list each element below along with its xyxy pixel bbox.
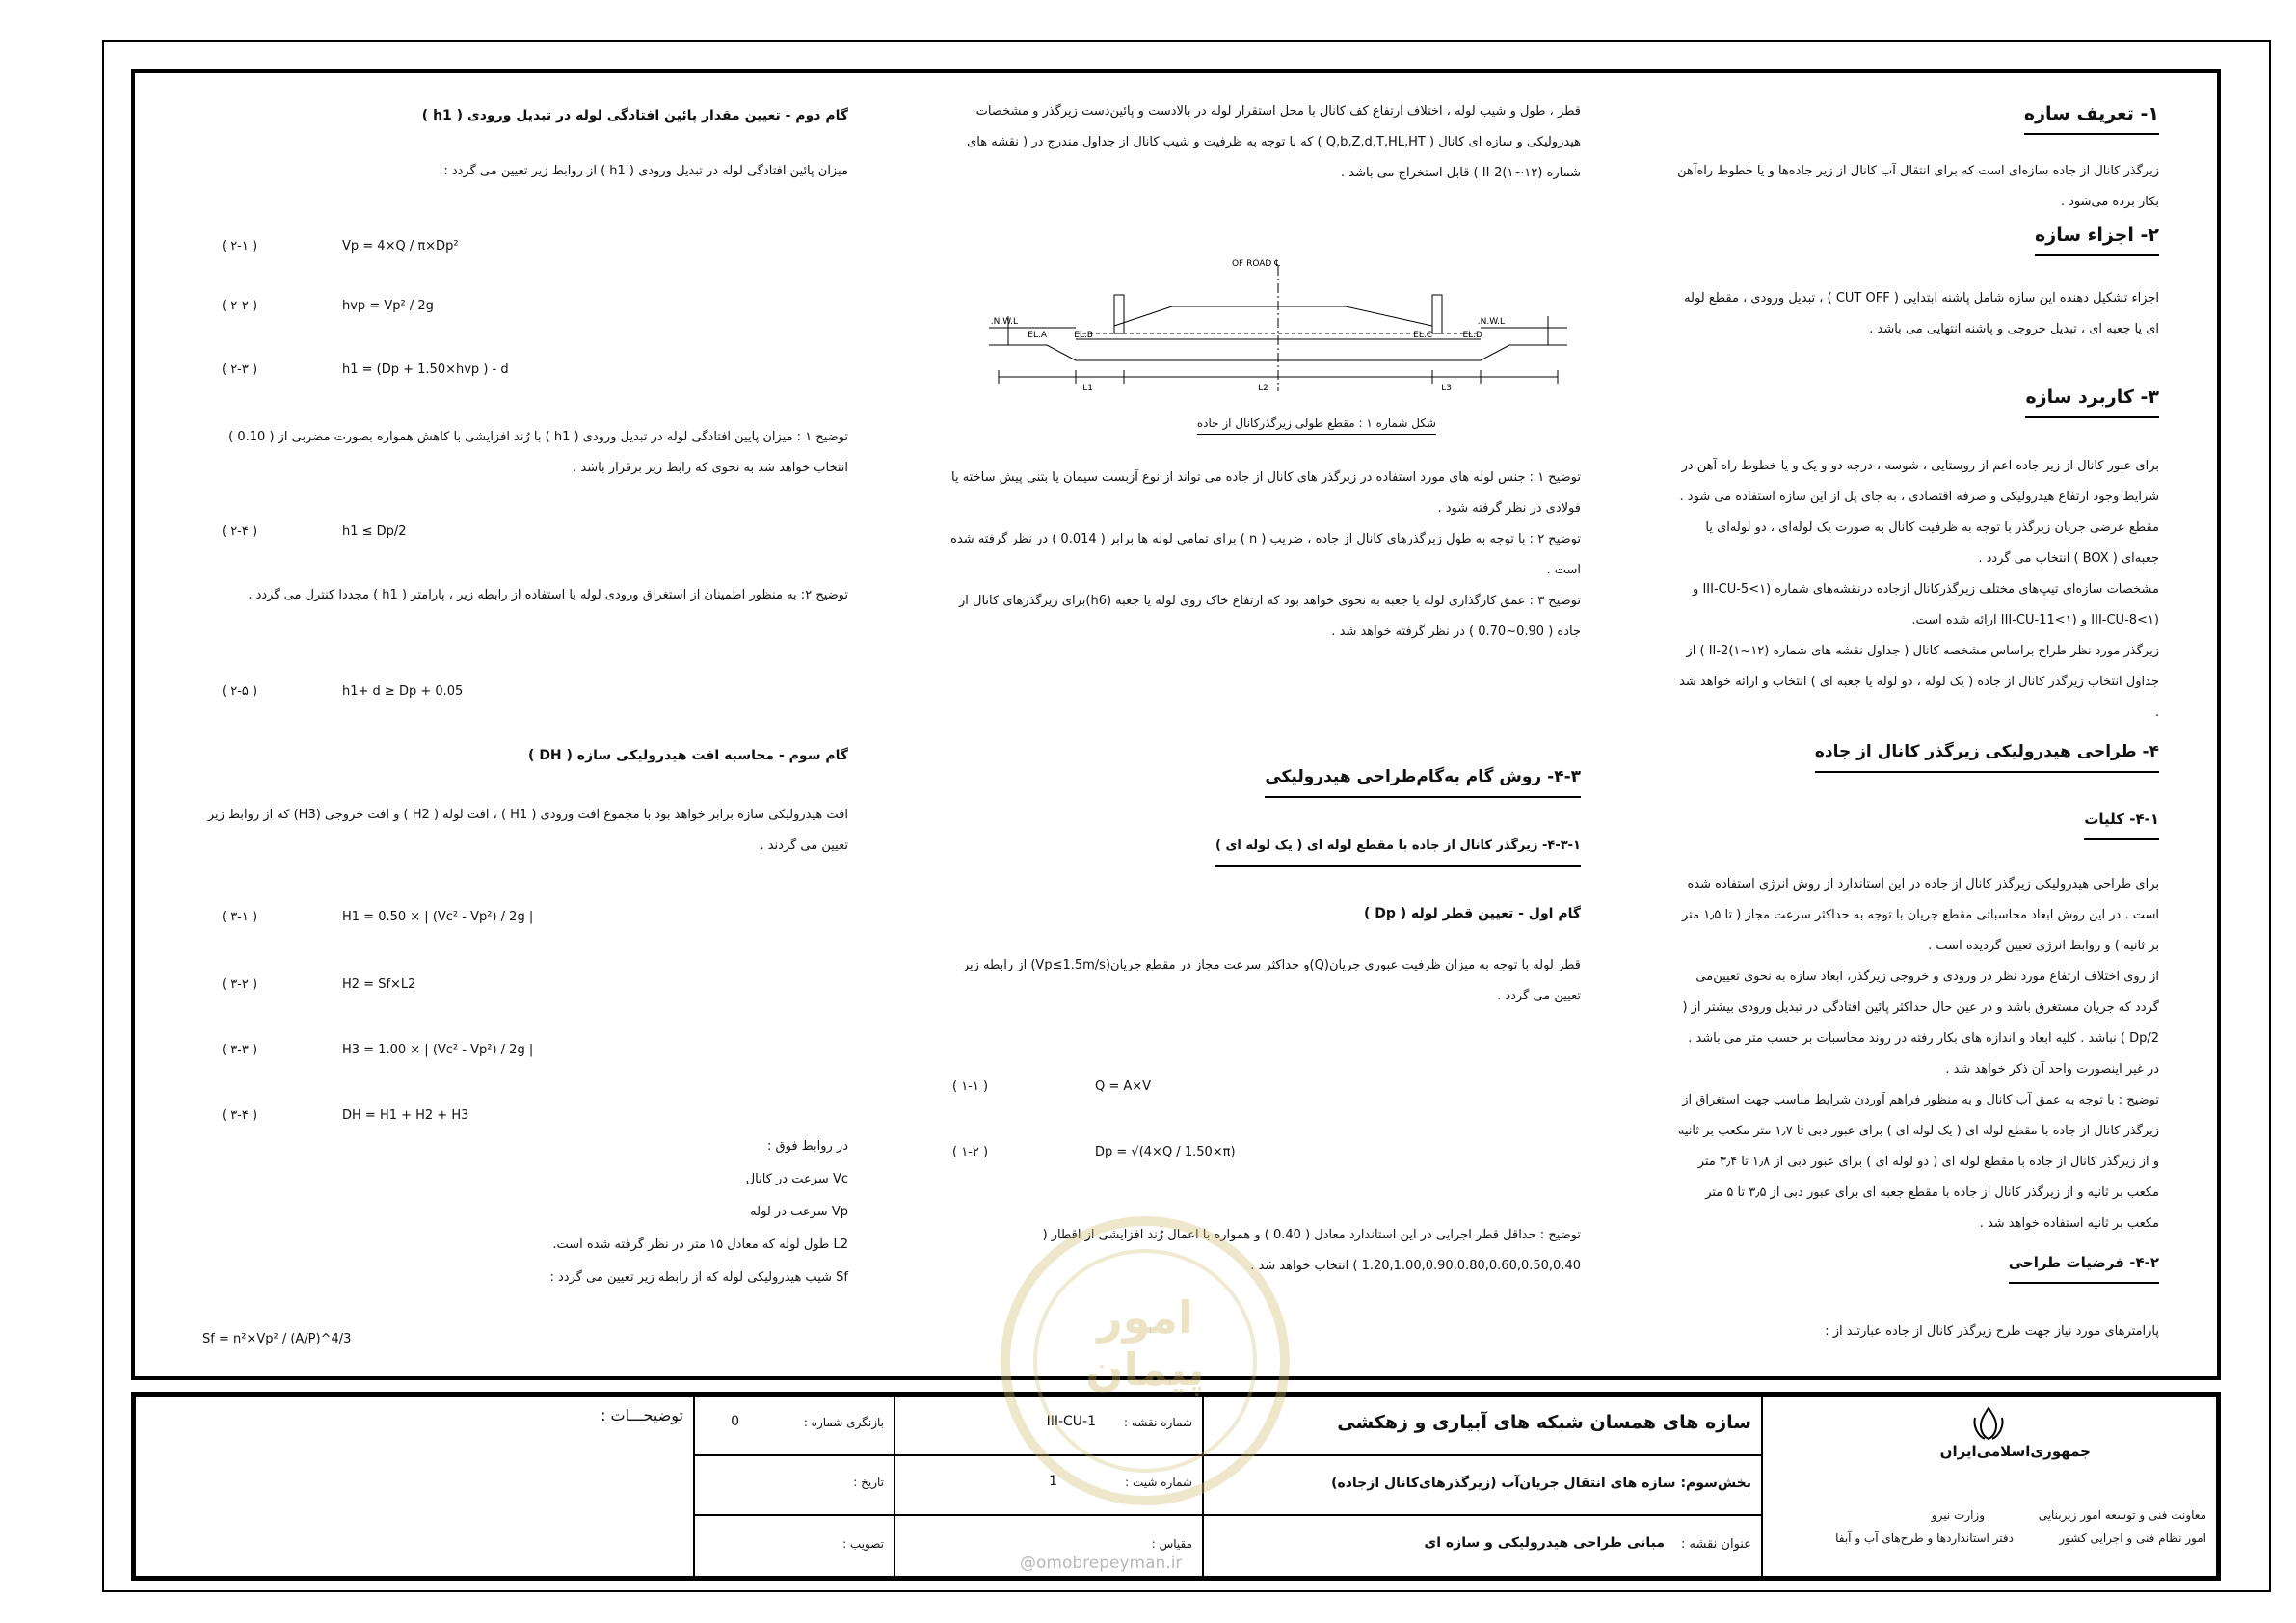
- date-cell: [694, 1455, 894, 1515]
- equation-2-1: Vp = 4×Q / π×Dp²: [342, 239, 459, 253]
- definition-vp: Vp سرعت در لوله: [750, 1205, 848, 1219]
- part-cell: [1203, 1455, 1762, 1515]
- date-label: تاریخ :: [853, 1476, 884, 1489]
- equation-3-1: H1 = 0.50 × | (Vc² - Vp²) / 2g |: [342, 910, 534, 924]
- emblem-icon: [1967, 1404, 2010, 1443]
- svg-text:N.W.L.: N.W.L.: [990, 317, 1018, 327]
- authority-box: [1762, 1396, 2217, 1577]
- approval-label: تصویب :: [842, 1537, 884, 1551]
- equation-2-2: hvp = Vp² / 2g: [342, 299, 434, 313]
- equation-3-2-number: ( ۳-۲ ): [222, 977, 258, 992]
- minimum-diameter-note: توضیح : حداقل قطر اجرایی در این استاندارد معادل ( 0.40 ) و همواره با اعمال رُند افزایشی از اقطار ( 1.20,1.00,0.90,0.80,0.60,0.50,0.40 ) انتخاب خواهد شد .: [1042, 1228, 1581, 1273]
- sheet-number-label: شماره شیت :: [1125, 1476, 1192, 1489]
- drawing-number-label: شماره نقشه :: [1124, 1416, 1192, 1429]
- intro-text: قطر ، طول و شیب لوله ، اختلاف ارتفاع کف کانال با محل استقرار لوله در بالادست و پائین‌دست زیرگذر و مشخصات هیدرولیکی و سازه ای کانال ( Q,b,Z,d,T,HL,HT ) که با توجه به ظرفیت و شیب کانال از جداول مندرج در ( نقشه های شماره (۱۲~۱)II-2 ) قابل استخراج می باشد .: [967, 104, 1581, 180]
- step-2-text: میزان پائین افتادگی لوله در تبدیل ورودی ( h1 ) از روابط زیر تعیین می گردد :: [443, 164, 848, 178]
- ministry: وزارت نیرو: [1931, 1508, 1985, 1522]
- definition-vc: Vc سرعت در کانال: [745, 1172, 848, 1186]
- equation-1-2: Dp = √(4×Q / 1.50×π): [1095, 1145, 1236, 1159]
- svg-text:EL.B: EL.B: [1074, 331, 1093, 340]
- main-title-cell: [1203, 1396, 1762, 1455]
- svg-text:L1: L1: [1082, 384, 1093, 393]
- equation-3-4-number: ( ۳-۴ ): [222, 1108, 258, 1123]
- svg-text:N.W.L.: N.W.L.: [1477, 317, 1505, 327]
- note-2: توضیح ۲ : با توجه به طول زیرگذرهای کانال از جاده ، ضریب ( n ) برای تمامی لوله ها برابر ( 0.014 ) در نظر گرفته شده است .: [950, 532, 1581, 577]
- sheet-title-cell: [1203, 1515, 1762, 1577]
- equation-3-3-number: ( ۳-۳ ): [222, 1043, 258, 1057]
- content-frame: [131, 69, 2221, 1380]
- office: دفتر استانداردها و طرح‌های آب و آبفا: [1835, 1531, 2014, 1545]
- step-2-title: گام دوم - تعیین مقدار پائین افتادگی لوله در تبدیل ورودی ( h1 ): [421, 108, 848, 123]
- svg-text:℄ OF ROAD: ℄ OF ROAD: [1231, 259, 1280, 269]
- step-3-title: گام سوم - محاسبه افت هیدرولیکی سازه ( DH ): [528, 748, 848, 763]
- scale-label: مقیاس :: [1151, 1537, 1192, 1551]
- notes-cell: [135, 1396, 694, 1577]
- section-4-3-title: ۴-۳- روش گام به‌گام‌طراحی هیدرولیکی: [1265, 761, 1581, 798]
- section-2-title: ۲- اجزاء سازه: [2035, 220, 2159, 256]
- definition-l2: L2 طول لوله که معادل ۱۵ متر در نظر گرفته شده است.: [552, 1237, 848, 1252]
- step-3-text: افت هیدرولیکی سازه برابر خواهد بود با مجموع افت ورودی ( H1 ) ، افت لوله ( H2 ) و افت خروجی (H3) که از روابط زیر تعیین می گردند .: [207, 808, 848, 853]
- section-4-3-1-title: ۴-۳-۱- زیرگذر کانال از جاده با مقطع لوله ای ( یک لوله ای ): [1215, 831, 1581, 867]
- section-4-1-title: ۴-۱- کلیات: [2084, 804, 2159, 840]
- equation-3-1-number: ( ۳-۱ ): [222, 910, 258, 924]
- section-3-text-2: مشخصات سازه‌ای تیپ‌های مختلف زیرگذرکانال ازجاده درنقشه‌های شماره (۱>III-CU-5 و (۱>III-CU-8 و (۱>III-CU-11 ارائه شده است.: [1693, 582, 2159, 627]
- equation-sf: Sf = n²×Vp² / (A/P)^4/3: [202, 1332, 352, 1346]
- equation-2-3-number: ( ۲-۳ ): [222, 362, 258, 377]
- equation-2-5-number: ( ۲-۵ ): [222, 684, 258, 699]
- section-4-2-title: ۴-۲- فرضیات طراحی: [2009, 1247, 2159, 1284]
- section-3-title: ۳- کاربرد سازه: [2025, 382, 2159, 418]
- svg-text:L3: L3: [1441, 384, 1452, 393]
- equation-2-4-number: ( ۲-۴ ): [222, 524, 258, 539]
- section-4-1-text-2: از روی اختلاف ارتفاع مورد نظر در ورودی و خروجی زیرگذر، ابعاد سازه به نحوی تعیین‌می گردد که جریان مستغرق باشد و در عین حال حداکثر پائین افتادگی در تبدیل ورودی بیشتر از ( Dp/2 ) نباشد . کلیه ابعاد و اندازه های بکار رفته در روند محاسبات بر حسب متر می باشد . در غیر اینصورت واحد آن ذکر خواهد شد .: [1682, 970, 2159, 1077]
- definition-sf: Sf شیب هیدرولیکی لوله که از رابطه زیر تعیین می گردد :: [549, 1270, 848, 1285]
- longitudinal-section-figure: [979, 256, 1577, 411]
- section-4-1-text-1: برای طراحی هیدرولیکی زیرگذر کانال از جاده در این استاندارد از روش انرژی استفاده شده است . در این روش ابعاد محاسباتی مقطع جریان با توجه به حداکثر سرعت مجاز ( تا ۱٫۵ متر بر ثانیه ) و روابط انرژی تعیین گردیده است .: [1681, 877, 2159, 953]
- part-title: بخش‌سوم: سازه های انتقال جریان‌آب (زیرگذرهای‌کانال ازجاده): [1331, 1476, 1751, 1491]
- equation-2-3: h1 = (Dp + 1.50×hvp ) - d: [342, 362, 509, 377]
- country-name: جمهوری‌اسلامی‌ایران: [1939, 1443, 2091, 1460]
- equation-3-2: H2 = Sf×L2: [342, 977, 416, 992]
- publisher-stamp-text: امور پیمان: [1085, 1291, 1205, 1396]
- equation-3-4: DH = H1 + H2 + H3: [342, 1108, 469, 1123]
- equation-1-2-number: ( ۱-۲ ): [952, 1145, 989, 1159]
- equation-2-2-number: ( ۲-۲ ): [222, 299, 258, 313]
- equation-1-1-number: ( ۱-۱ ): [952, 1079, 989, 1094]
- step-1-text: قطر لوله با توجه به میزان ظرفیت عبوری جریان(Q)و حداکثر سرعت مجاز در مقطع جریان(Vp≤1.5m/s) از رابطه زیر تعیین می گردد .: [962, 958, 1581, 1003]
- equation-2-1-number: ( ۲-۱ ): [222, 239, 258, 253]
- note-a: توضیح ۱ : میزان پایین افتادگی لوله در تبدیل ورودی ( h1 ) با رُند افزایشی با کاهش همواره بصورت مضربی از ( 0.10 ) انتخاب خواهد شد به نحوی که رابط زیر برقرار باشد .: [228, 430, 848, 475]
- svg-text:EL.D: EL.D: [1462, 331, 1482, 340]
- sheet-number: 1: [1049, 1474, 1057, 1489]
- svg-text:EL.A: EL.A: [1028, 331, 1047, 340]
- revision-cell: [694, 1396, 894, 1455]
- section-1-text: زیرگذر کانال از جاده سازه‌ای است که برای انتقال آب کانال از زیر جاده‌ها و یا خطوط راه‌آهن بکار برده می‌شود .: [1677, 164, 2159, 209]
- section-4-title: ۴- طراحی هیدرولیکی زیرگذر کانال از جاده: [1815, 736, 2159, 773]
- equation-3-3: H3 = 1.00 × | (Vc² - Vp²) / 2g |: [342, 1043, 534, 1057]
- main-title: سازه های همسان شبکه های آبیاری و زهکشی: [1337, 1412, 1751, 1433]
- equation-2-5: h1+ d ≥ Dp + 0.05: [342, 684, 464, 699]
- org-line-2: امور نظام فنی و اجرایی کشور: [2059, 1531, 2206, 1545]
- figure-caption: شکل شماره ۱ : مقطع طولی زیرگذرکانال از جاده: [1197, 412, 1436, 435]
- section-3-text-3: زیرگذر مورد نظر طراح براساس مشخصه کانال ( جداول نقشه های شماره (۱۲~۱)II-2 ) از جداول انتخاب زیرگذر کانال از جاده ( یک لوله ، دو لوله یا جعبه ای ) انتخاب و ارائه خواهد شد .: [1679, 644, 2159, 720]
- step-1-title: گام اول - تعیین قطر لوله ( Dp ): [1363, 906, 1581, 921]
- org-line-1: معاونت فنی و توسعه امور زیربنایی: [2038, 1508, 2206, 1522]
- sheet-title: مبانی طراحی هیدرولیکی و سازه ای: [1424, 1535, 1665, 1551]
- section-3-text-1: برای عبور کانال از زیر جاده اعم از روستایی ، شوسه ، درجه دو و یک و یا خطوط راه آهن در شرایط وجود ارتفاع هیدرولیکی و صرفه اقتصادی ، به جای پل از این سازه استفاده می شود . مقطع عرضی جریان زیرگذر با توجه به ظرفیت کانال به صورت یک لوله‌ای ، دو لوله‌ای یا جعبه‌ای ( BOX ) انتخاب می گردد .: [1679, 459, 2159, 566]
- note-1: توضیح ۱ : جنس لوله های مورد استفاده در زیرگذر های کانال از جاده می تواند از نوع آزبست سیمان یا بتنی پیش ساخته یا فولادی در نظر گرفته شود .: [951, 470, 1581, 516]
- svg-text:L2: L2: [1258, 384, 1268, 393]
- revision-number: 0: [731, 1414, 739, 1429]
- definitions-title: در روابط فوق :: [767, 1139, 848, 1154]
- revision-label: بازنگری شماره :: [803, 1416, 884, 1429]
- approval-cell: [694, 1515, 894, 1577]
- section-4-2-text: پارامترهای مورد نیاز جهت طرح زیرگذر کانال از جاده عبارتند از :: [1825, 1324, 2159, 1339]
- section-1-title: ۱- تعریف سازه: [2024, 98, 2159, 135]
- equation-2-4: h1 ≤ Dp/2: [342, 524, 407, 539]
- section-2-text: اجزاء تشکیل دهنده این سازه شامل پاشنه ابتدایی ( CUT OFF ) ، تبدیل ورودی ، مقطع لوله ای یا جعبه ای ، تبدیل خروجی و پاشنه انتهایی می باشد .: [1684, 291, 2159, 336]
- svg-text:EL.C: EL.C: [1413, 331, 1432, 340]
- note-3: توضیح ۳ : عمق کارگذاری لوله یا جعبه به نحوی خواهد بود که ارتفاع خاک روی لوله یا جعبه (h6)برای زیرگذرهای کانال از جاده ( 0.90~0.70 ) در نظر گرفته خواهد شد .: [958, 594, 1581, 639]
- section-4-1-text-3: توضیح : با توجه به عمق آب کانال و به منظور فراهم آوردن شرایط مناسب جهت استغراق از زیرگذر کانال از جاده با مقطع لوله ای ( یک لوله ای ) برای عبور دبی تا ۱٫۷ متر مکعب بر ثانیه و از زیرگذر کانال از جاده با مقطع لوله ای ( دو لوله ای ) برای عبور دبی از ۱٫۸ تا ۳٫۴ متر مکعب بر ثانیه و از زیرگذر کانال از جاده با مقطع جعبه ای برای عبور دبی از ۳٫۵ تا ۵ متر مکعب بر ثانیه استفاده خواهد شد .: [1677, 1093, 2159, 1231]
- notes-label: توضیحـــات :: [601, 1406, 683, 1424]
- sheet-title-label: عنوان نقشه :: [1681, 1537, 1751, 1552]
- note-b: توضیح ۲: به منظور اطمینان از استغراق ورودی لوله با استفاده از رابطه زیر ، پارامتر ( h1 ) مجددا کنترل می گردد .: [248, 588, 848, 602]
- equation-1-1: Q = A×V: [1095, 1079, 1152, 1094]
- watermark-text: @omobrepeyman.ir: [1020, 1554, 1183, 1573]
- drawing-number: III-CU-1: [1046, 1414, 1096, 1429]
